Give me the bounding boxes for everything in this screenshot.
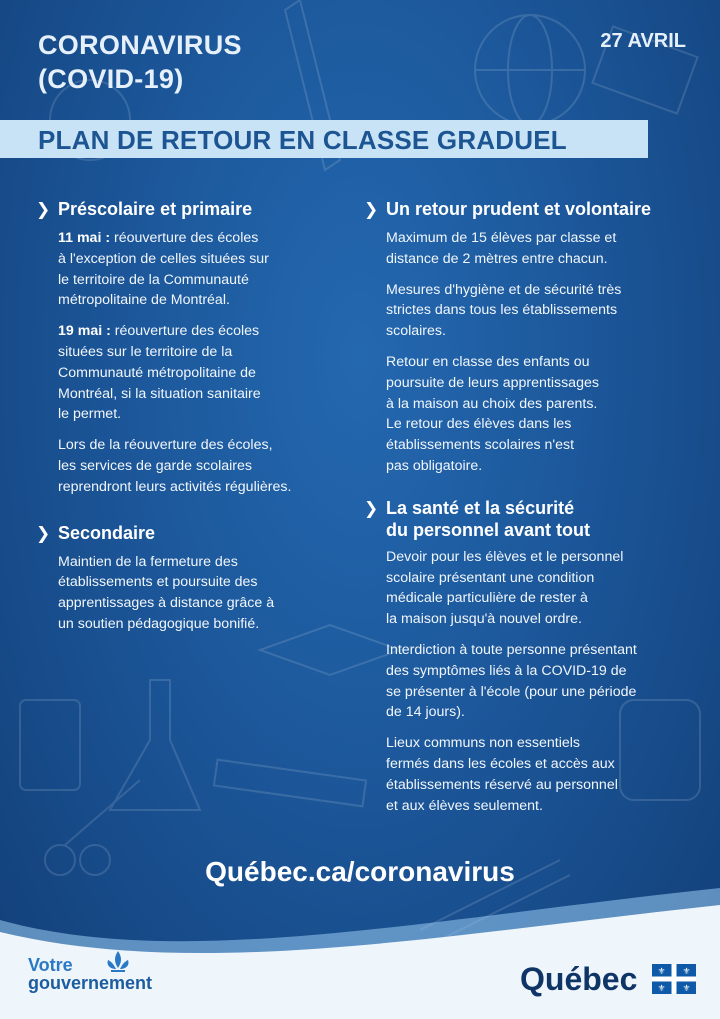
chevron-right-icon: ❯ — [364, 498, 379, 518]
logo-line-1: Votre — [28, 955, 73, 975]
svg-text:⚜: ⚜ — [682, 984, 691, 994]
ruler-doodle — [214, 760, 366, 807]
page-title — [38, 28, 242, 96]
date-label: 27 AVRIL — [600, 30, 686, 52]
globe-doodle — [475, 15, 585, 125]
paragraph-services-garde: Lors de la réouverture des écoles, les services de garde scolaires reprendront leurs activités régulières. — [58, 437, 292, 495]
chevron-right-icon: ❯ — [364, 200, 379, 219]
flask-doodle — [110, 680, 200, 810]
paragraph-devoir: Devoir pour les élèves et le personnel scolaire présentant une condition médicale particulière de rester à la maison jusqu'à nouvel ordre. — [386, 548, 624, 628]
section-title: La santé et la sécurité du personnel avant tout — [386, 497, 591, 540]
paragraph-maximum-eleves: Maximum de 15 élèves par classe et distance de 2 mètres entre chacun. — [386, 230, 617, 267]
right-column — [364, 198, 704, 826]
chevron-right-icon: ❯ — [36, 523, 51, 543]
title-line-2: (COVID-19) — [38, 64, 184, 94]
paragraph-may-11 — [58, 228, 346, 311]
section-title: Secondaire — [58, 522, 156, 543]
svg-text:⚜: ⚜ — [657, 967, 666, 977]
fleur-de-lys-icon — [104, 950, 132, 976]
paragraph-interdiction: Interdiction à toute personne présentant des symptômes liés à la COVID-19 de se présenter à l'école (pour une période de 14 jours). — [386, 641, 637, 721]
section-title: Un retour prudent et volontaire — [386, 199, 652, 219]
paragraph-may-19 — [58, 321, 346, 425]
section-sante-header — [364, 497, 704, 541]
title-line-1: CORONAVIRUS — [38, 30, 242, 60]
plan-banner — [0, 120, 648, 158]
left-column — [36, 198, 346, 645]
svg-text:⚜: ⚜ — [657, 984, 666, 994]
logo-line-2: gouvernement — [28, 973, 153, 993]
paragraph-text: réouverture des écoles situées sur le territoire de la Communauté métropolitaine de Montréal, si la situation sanitaire le permet. — [58, 323, 261, 423]
calculator-doodle — [20, 700, 80, 790]
section-secondaire-header — [36, 522, 346, 546]
quebec-flag-icon — [652, 964, 696, 994]
paragraph-text: réouverture des écoles à l'exception de celles situées sur le territoire de la Communauté métropolitaine de Montréal. — [58, 230, 269, 309]
date-may-19: 19 mai : — [58, 323, 111, 340]
paragraph-secondaire: Maintien de la fermeture des établissements et poursuite des apprentissages à distance grâce à un soutien pédagogique bonifié. — [58, 553, 275, 632]
website-link[interactable]: Québec.ca/coronavirus — [205, 856, 515, 887]
banner-title: PLAN DE RETOUR EN CLASSE GRADUEL — [38, 125, 567, 155]
paragraph-lieux-communs: Lieux communs non essentiels fermés dans les écoles et accès aux établissements réservé au personnel et aux élèves seulement. — [386, 735, 618, 814]
chevron-right-icon: ❯ — [36, 200, 51, 219]
section-title: Préscolaire et primaire — [58, 199, 253, 219]
date-may-11: 11 mai : — [58, 230, 111, 246]
paragraph-hygiene: Mesures d'hygiène et de sécurité très strictes dans tous les établissements scolaires. — [386, 281, 622, 340]
section-prescolaire-header — [36, 198, 346, 222]
quebec-wordmark: Québec — [520, 961, 638, 997]
section-retour-header — [364, 198, 704, 222]
svg-text:⚜: ⚜ — [682, 967, 691, 977]
votre-gouvernement-logo — [28, 956, 152, 992]
paragraph-choix-parents: Retour en classe des enfants ou poursuite de leurs apprentissages à la maison au choix des parents. Le retour des élèves dans les établissements scolaires n'est pas obligatoire. — [386, 353, 599, 474]
